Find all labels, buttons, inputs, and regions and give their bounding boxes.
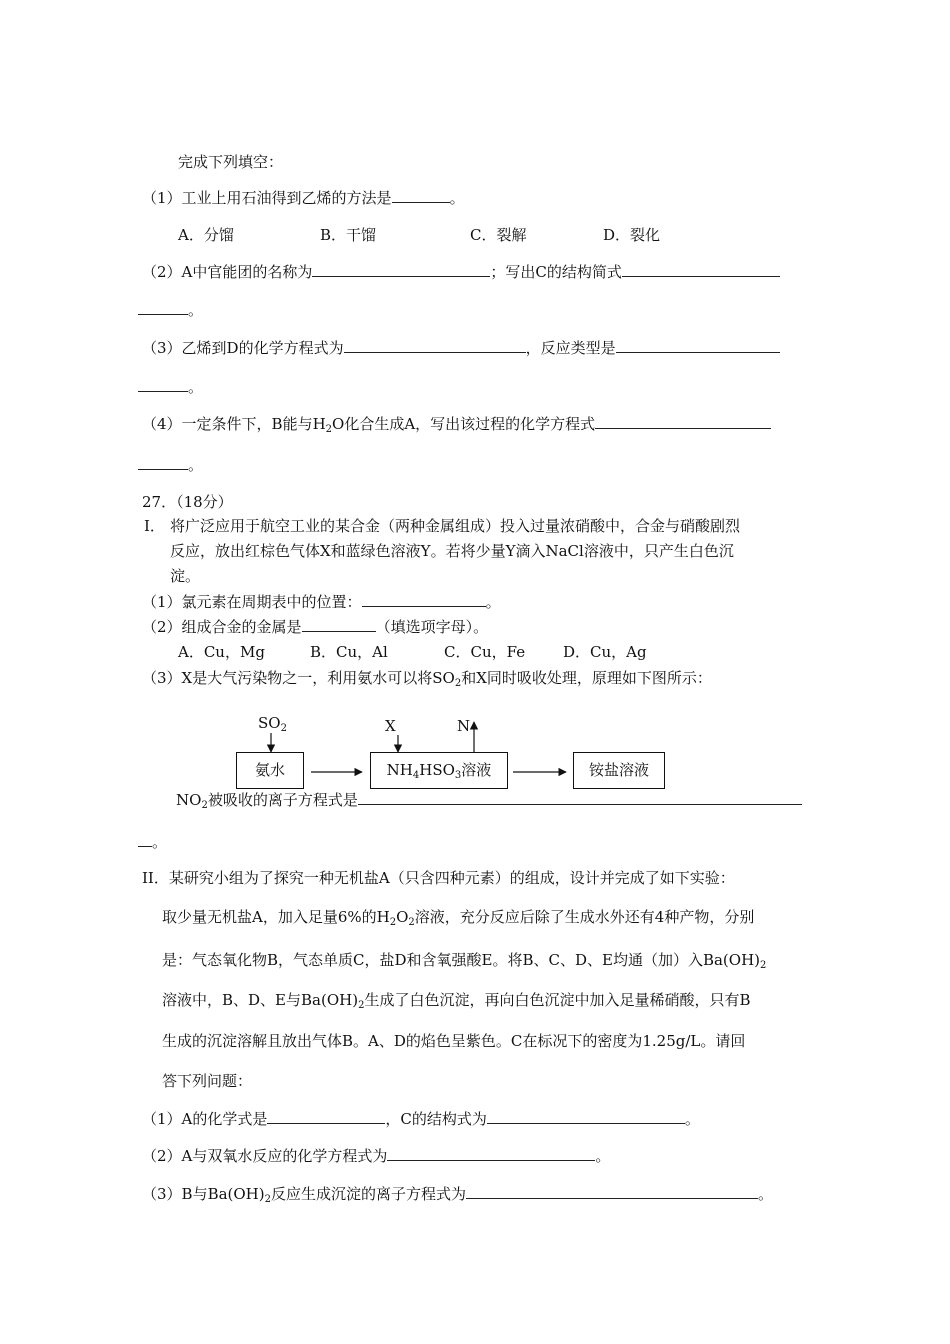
- item-text: 氯元素在周期表中的位置：: [181, 593, 362, 611]
- item-text: NO: [176, 791, 202, 809]
- item-number: （1）: [142, 189, 182, 207]
- item-end: 。: [595, 1147, 611, 1165]
- item-number: （1）: [142, 593, 182, 611]
- q27-header: 27．（18分）: [142, 493, 233, 511]
- item-number: （2）: [142, 1147, 182, 1165]
- so2-label: $SO_2$: [258, 714, 287, 734]
- answer-blank[interactable]: [358, 790, 802, 805]
- subscript: 2: [454, 678, 462, 689]
- item-text: 组成合金的金属是: [181, 618, 302, 636]
- option-a: A．Cu，Mg: [178, 643, 265, 661]
- part2-line4: 生成的沉淀溶解且放出气体B。A、D的焰色呈紫色。C在标况下的密度为1.25g/L。请回: [162, 1032, 746, 1050]
- item-text: A中官能团的名称为: [181, 263, 313, 281]
- item-end: 。: [188, 456, 204, 474]
- part1-label: Ⅰ．: [144, 517, 165, 535]
- item-end: 。: [188, 378, 204, 396]
- no2-equation: [176, 790, 802, 810]
- subscript: 2: [201, 800, 208, 811]
- item-text: ，反应类型是: [525, 339, 616, 357]
- item-text: A的化学式是: [181, 1110, 268, 1128]
- item-number: （4）: [142, 415, 182, 433]
- x-label: X: [385, 717, 396, 735]
- option-b: B．干馏: [320, 226, 377, 244]
- option-d: D．Cu，Ag: [563, 643, 647, 661]
- n2-label: N: [457, 717, 471, 735]
- part2-q2: [142, 1146, 610, 1166]
- item-number: （3）: [142, 1185, 182, 1203]
- part1-text-line1: 将广泛应用于航空工业的某合金（两种金属组成）投入过量浓硝酸中，合金与硝酸剧烈: [170, 517, 741, 535]
- item-end: 。: [152, 833, 168, 851]
- answer-blank[interactable]: [466, 1184, 758, 1199]
- item-end: 。: [485, 593, 501, 611]
- part2-line2: 是：气态氧化物B，气态单质C，盐D和含氧强酸E。将B、C、D、E均通（加）入$Ba(OH)_2$: [162, 951, 767, 971]
- item-text: 某研究小组为了探究一种无机盐A（只含四种元素）的组成，设计并完成了如下实验：: [168, 869, 735, 887]
- item-number: （3）: [142, 339, 182, 357]
- item-number: （1）: [142, 1110, 182, 1128]
- part2-line3: 溶液中，B、D、E与$Ba(OH)_2$生成了白色沉淀，再向白色沉淀中加入足量稀硝酸，只有B: [162, 991, 751, 1011]
- item-text: A与双氧水反应的化学方程式为: [181, 1147, 388, 1165]
- option-c: C．Cu，Fe: [444, 643, 526, 661]
- item-end: （填选项字母）。: [375, 618, 489, 636]
- item-text: 一定条件下，B能与H: [181, 415, 326, 433]
- answer-blank[interactable]: [387, 1146, 595, 1161]
- part2-q1: [142, 1109, 700, 1129]
- item-text: ，C的结构式为: [385, 1110, 487, 1128]
- part2-intro: [142, 868, 735, 888]
- item-text: 工业上用石油得到乙烯的方法是: [181, 189, 392, 207]
- item-text: 被吸收的离子方程式是: [207, 791, 358, 809]
- answer-blank[interactable]: [487, 1109, 685, 1124]
- item-text: X是大气污染物之一，利用氨水可以将SO: [181, 669, 455, 687]
- item-end: 。: [188, 301, 204, 319]
- option-a: A．分馏: [178, 226, 234, 244]
- item-text: 乙烯到D的化学方程式为: [181, 339, 344, 357]
- part1-text-line3: 淀。: [170, 567, 201, 585]
- item-number: （3）: [142, 669, 182, 687]
- option-d: D．裂化: [603, 226, 661, 244]
- subscript: 2: [325, 424, 333, 435]
- subscript: 2: [264, 1194, 271, 1205]
- answer-blank[interactable]: [138, 832, 152, 847]
- item-text: O化合生成A，写出该过程的化学方程式: [332, 415, 596, 433]
- part2-q3: [142, 1184, 773, 1204]
- part2-line1: 取少量无机盐A，加入足量6%的$H_2O_2$溶液，充分反应后除了生成水外还有4种产物，分别: [162, 908, 755, 928]
- option-b: B．Cu，Al: [310, 643, 388, 661]
- ammonia-box: 氨水: [236, 752, 304, 789]
- item-end: 。: [758, 1185, 774, 1203]
- item-number: （2）: [142, 263, 182, 281]
- no2-equation-cont: [138, 832, 167, 852]
- answer-blank[interactable]: [267, 1109, 385, 1124]
- nh4hso3-box: $NH_4HSO_3$溶液: [370, 752, 508, 789]
- part2-label: II．: [142, 869, 169, 887]
- instruction-line: 完成下列填空：: [178, 153, 284, 171]
- option-c: C．裂解: [470, 226, 527, 244]
- item-text: ；写出C的结构简式: [490, 263, 622, 281]
- item-end: 。: [449, 189, 465, 207]
- part1-text-line2: 反应，放出红棕色气体X和蓝绿色溶液Y。若将少量Y滴入NaCl溶液中，只产生白色沉: [170, 542, 734, 560]
- item-text: B与Ba(OH): [181, 1185, 265, 1203]
- item-end: 。: [684, 1110, 700, 1128]
- ammonium-salt-box: 铵盐溶液: [573, 752, 665, 789]
- item-text: 反应生成沉淀的离子方程式为: [271, 1185, 467, 1203]
- item-number: （2）: [142, 618, 182, 636]
- item-text: 和X同时吸收处理，原理如下图所示：: [461, 669, 712, 687]
- part2-line5: 答下列问题：: [162, 1072, 253, 1090]
